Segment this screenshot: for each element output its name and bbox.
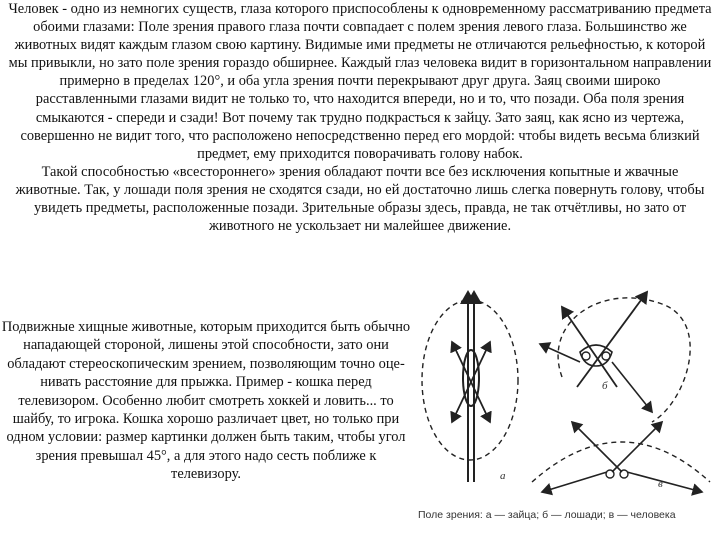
label-v: в xyxy=(658,478,663,490)
horse-diagram xyxy=(540,292,690,422)
paragraph-1: Человек - одно из немногих существ, глаза которого приспособлены к одновременному рассматриванию предмета обоими глазами: Поле зрения правого глаза почти совпадает с полем зрения левого глаза. Большинство же животных видят каждым глазом свою картину. Видимые ими предметы не отличаются рельефностью, к которой мы привыкли, но зато поле зрения гораздо обширнее. Каждый глаз человека видит в горизонтальном направлении примерно в пределах 120°, и оба угла зрения почти перекрывают друг друга. Заяц своими широко расставленными глазами видит не только то, что находится впереди, но и то, что позади. Оба поля зрения смыкаются - спереди и сзади! Вот почему так трудно подкрасться к зайцу. Зато заяц, как ясно из чертежа, совершенно не видит того, что расположено непосредственно перед его мордой: чтобы видеть весьма близкий предмет, ему приходится поворачивать голову набок. xyxy=(8,1,712,162)
paragraph-2: Такой способностью «всестороннего» зрения обладают почти все без исключения копытные и жвачные животные. Так, у лошади поля зрения не сходятся сзади, но ей достаточно лишь слегка повернуть голову, чтобы увидеть предметы, расположенные позади. Зрительные образы здесь, правда, не так отчётливы, но зато от животного не ускользает ни малейшее движение. xyxy=(15,163,705,235)
label-a: а xyxy=(500,470,506,482)
hare-diagram xyxy=(422,292,518,482)
field-of-vision-drawing xyxy=(412,282,720,540)
paragraph-3: Подвижные хищные животные, которым приходится быть обычно нападающей стороной, лишены этой способности, зато они обладают стереоскопическим зрением, позволяющим точно оце-нивать расстояние для прыжка. Пример - кошка перед телевизором. Особенно любит смотреть хоккей и ловить... то шайбу, то игрока. Кошка хорошо различает цвет, но только при одном условии: размер картинки должен быть таким, чтобы угол зрения превышал 45°, а для этого надо сесть поближе к телевизору. xyxy=(1,319,411,483)
label-b: б xyxy=(602,380,608,392)
figure-caption: Поле зрения: а — зайца; б — лошади; в — человека xyxy=(418,509,676,521)
article-left-column xyxy=(0,318,412,484)
human-diagram xyxy=(532,422,710,492)
field-of-vision-figure xyxy=(412,282,720,540)
article-top-text xyxy=(8,0,712,235)
